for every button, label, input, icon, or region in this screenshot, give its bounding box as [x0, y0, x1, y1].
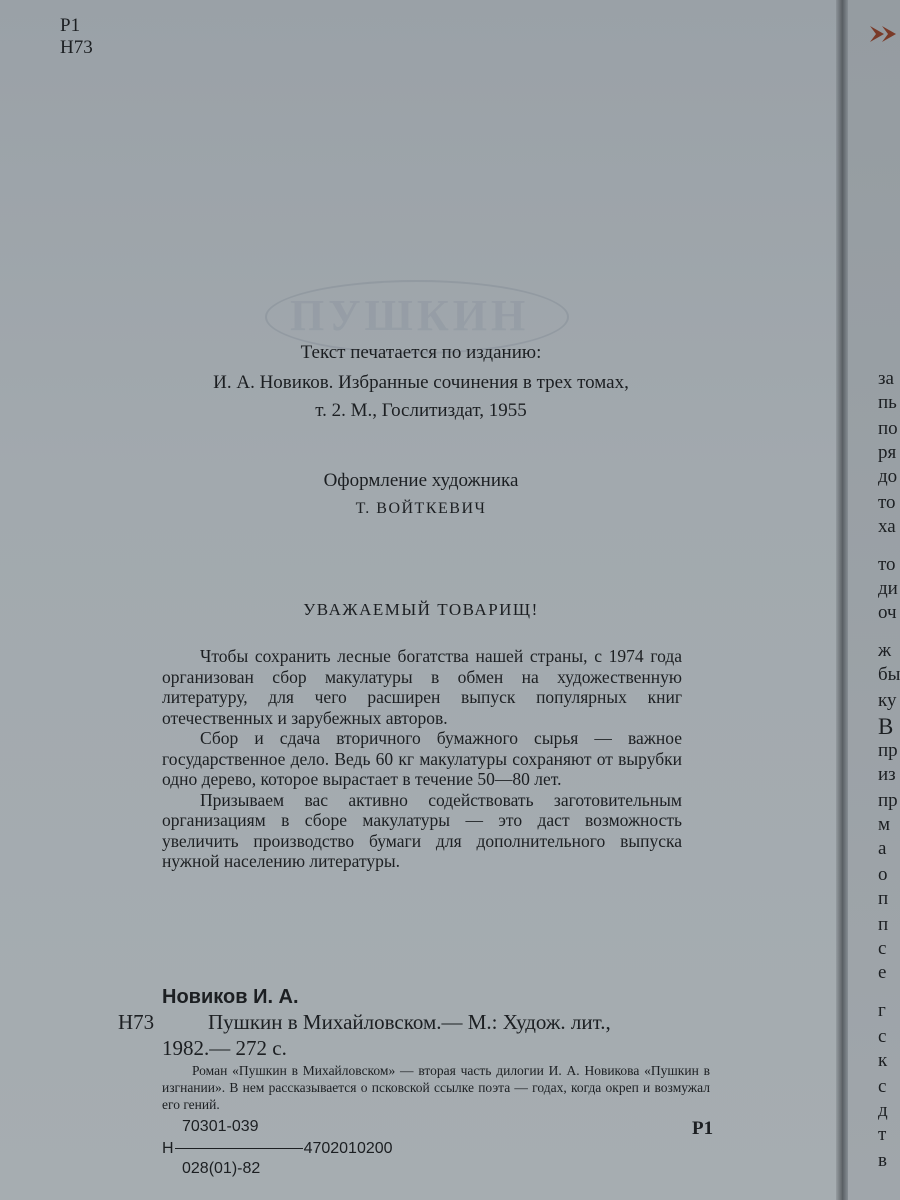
show-through-title: ПУШКИН: [290, 291, 530, 340]
facing-page-fragment: бы: [878, 664, 900, 685]
code-line-3: 028(01)-82: [182, 1160, 261, 1177]
facing-page-fragment: пь: [878, 392, 897, 413]
facing-page-fragment: п: [878, 914, 889, 935]
facing-page-fragment: до: [878, 466, 898, 487]
facing-page-fragment: п: [878, 888, 889, 909]
facing-page-fragment: г: [878, 1000, 886, 1021]
appeal-paragraph: Сбор и сдача вторичного бумажного сырья — важное государственное дело. Ведь 60 кг макулатуры сохраняют от вырубки одно дерево, которое вырастает в течение 50—80 лет.: [162, 728, 682, 789]
source-work: И. А. Новиков. Избранные сочинения в трех томах,: [213, 372, 629, 393]
appeal-paragraph: Чтобы сохранить лесные богатства нашей страны, с 1974 года организован сбор макулатуры в обмен на художественную литературу, для чего расширен выпуск популярных книг отечественных и зарубежных авторов.: [162, 646, 682, 728]
facing-page-fragment: пр: [878, 790, 898, 811]
facing-page-fragment: пр: [878, 740, 898, 761]
bib-year: 1982.— 272 с.: [162, 1036, 287, 1060]
bib-title: Пушкин в Михайловском.— М.: Худож. лит.,: [208, 1010, 611, 1034]
corner-code-top: P1: [60, 15, 81, 36]
appeal-paragraph: Призываем вас активно содействовать заготовительным организациям в сборе макулатуры — это даст возможность увеличить производство бумаги для дополнительного выпуска нужной населению литературы.: [162, 789, 682, 871]
source-intro: Текст печатается по изданию:: [300, 342, 542, 363]
code-dash: [175, 1148, 303, 1149]
facing-page: [848, 0, 900, 1200]
book-spine-shadow: [836, 0, 848, 1200]
facing-page-fragment: с: [878, 1026, 887, 1047]
code-number: 4702010200: [303, 1140, 393, 1157]
facing-page-fragment: м: [878, 814, 891, 835]
corner-code-bottom: H73: [60, 37, 93, 58]
facing-page-fragment: В: [878, 714, 894, 739]
facing-page-fragment: то: [878, 492, 896, 513]
facing-page-fragment: с: [878, 1076, 887, 1097]
code-prefix: Н: [162, 1140, 174, 1157]
facing-page-fragment: ха: [878, 516, 896, 537]
code-classification: Р1: [692, 1118, 714, 1139]
facing-page-fragment: по: [878, 418, 898, 439]
facing-page-fragment: е: [878, 962, 887, 983]
facing-page-fragment: в: [878, 1150, 887, 1171]
appeal-text: [162, 646, 682, 872]
facing-page-fragment: к: [878, 1050, 888, 1071]
facing-page-fragment: ди: [878, 578, 898, 599]
source-publisher: т. 2. М., Гослитиздат, 1955: [315, 400, 527, 421]
facing-page-fragment: то: [878, 554, 896, 575]
facing-page-fragment: д: [878, 1100, 888, 1121]
code-line-1: 70301-039: [182, 1118, 259, 1135]
facing-page-fragment: с: [878, 938, 887, 959]
facing-page-fragment: о: [878, 864, 888, 885]
facing-page-fragment: ж: [878, 640, 892, 661]
facing-page-fragment: ря: [878, 442, 897, 463]
bib-annotation: Роман «Пушкин в Михайловском» — вторая часть дилогии И. А. Новикова «Пушкин в изгнании». В нем рассказывается о псковской ссылке поэта — годах, когда окреп и возмужал его гений.: [162, 1063, 710, 1112]
facing-page-fragment: ку: [878, 690, 897, 711]
facing-page-fragment: за: [878, 368, 894, 389]
bib-author: Новиков И. А.: [162, 986, 299, 1008]
bib-code: Н73: [118, 1010, 155, 1034]
design-label: Оформление художника: [323, 470, 519, 491]
facing-page-fragment: т: [878, 1124, 887, 1145]
ornament-icon: [868, 22, 898, 46]
facing-page-fragment: из: [878, 764, 896, 785]
appeal-heading: УВАЖАЕМЫЙ ТОВАРИЩ!: [303, 600, 539, 619]
facing-page-fragment: оч: [878, 602, 897, 623]
design-artist: Т. ВОЙТКЕВИЧ: [355, 500, 487, 517]
code-line-2: [162, 1140, 393, 1158]
facing-page-fragment: а: [878, 838, 887, 859]
